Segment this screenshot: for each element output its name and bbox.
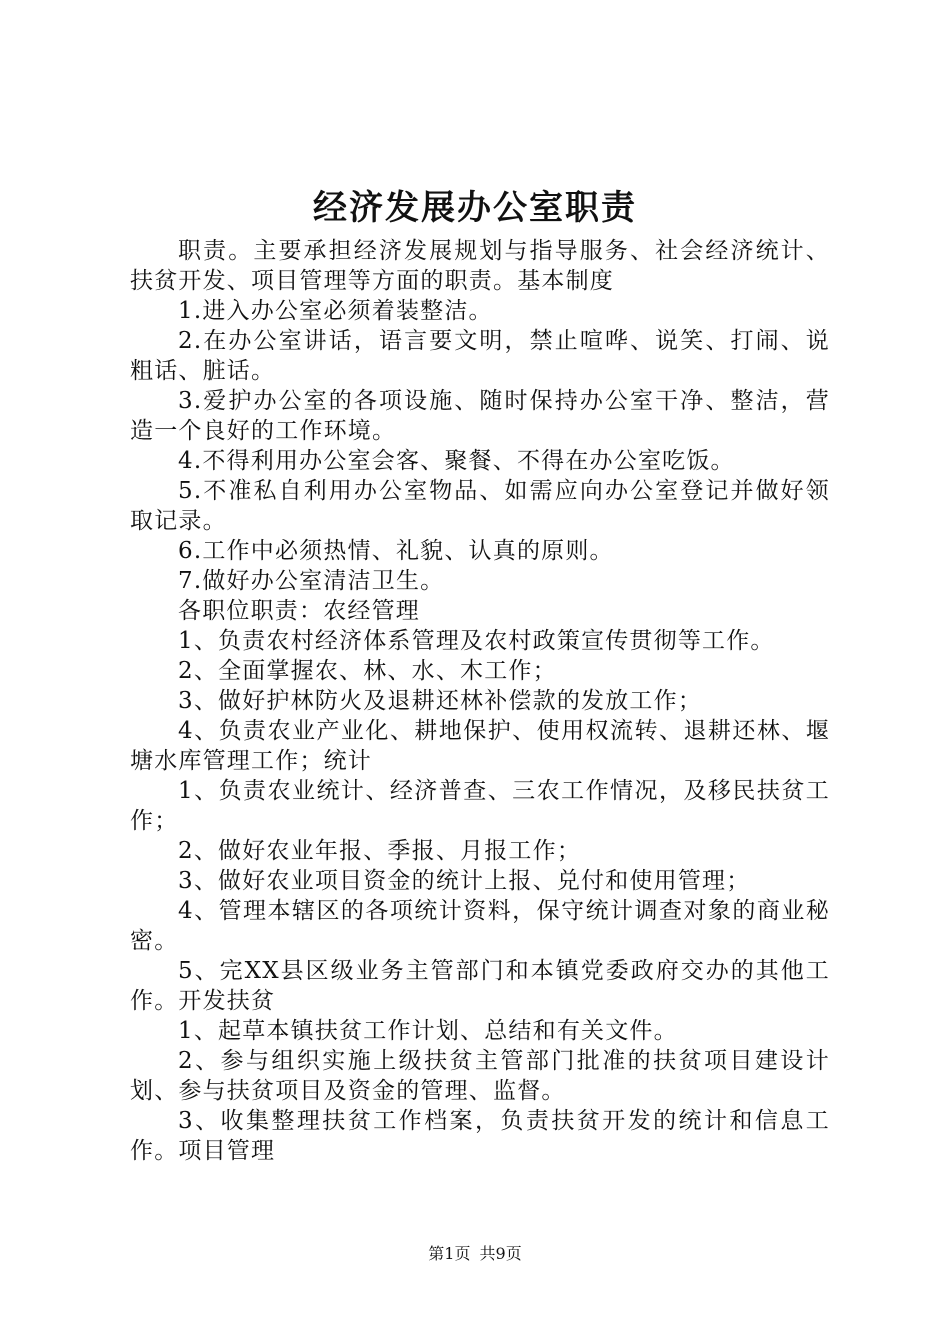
paragraph: 2、做好农业年报、季报、月报工作；	[178, 838, 582, 864]
paragraph: 4、管理本辖区的各项统计资料，保守统计调查对象的商业秘密。	[130, 898, 830, 954]
page-number: 第1页	[428, 1244, 471, 1263]
page-total: 共9页	[479, 1244, 522, 1263]
paragraph: 5、完XX县区级业务主管部门和本镇党委政府交办的其他工作。开发扶贫	[130, 958, 830, 1014]
paragraph: 6.工作中必须热情、礼貌、认真的原则。	[178, 538, 614, 564]
page-footer	[0, 1244, 950, 1264]
paragraph: 3、做好农业项目资金的统计上报、兑付和使用管理；	[178, 868, 751, 894]
paragraph: 3、做好护林防火及退耕还林补偿款的发放工作；	[178, 688, 703, 714]
paragraph: 4、负责农业产业化、耕地保护、使用权流转、退耕还林、堰塘水库管理工作；统计	[130, 718, 830, 774]
paragraph: 7.做好办公室清洁卫生。	[178, 568, 445, 594]
paragraph: 1.进入办公室必须着装整洁。	[178, 298, 493, 324]
paragraph: 4.不得利用办公室会客、聚餐、不得在办公室吃饭。	[178, 448, 735, 474]
paragraph: 5.不准私自利用办公室物品、如需应向办公室登记并做好领取记录。	[130, 478, 830, 534]
paragraph: 1、起草本镇扶贫工作计划、总结和有关文件。	[178, 1018, 678, 1044]
paragraph: 各职位职责：农经管理	[178, 598, 420, 624]
paragraph: 职责。主要承担经济发展规划与指导服务、社会经济统计、扶贫开发、项目管理等方面的职责。基本制度	[130, 238, 830, 294]
paragraph: 2.在办公室讲话，语言要文明，禁止喧哗、说笑、打闹、说粗话、脏话。	[130, 328, 830, 384]
paragraph: 1、负责农村经济体系管理及农村政策宣传贯彻等工作。	[178, 628, 775, 654]
paragraph: 3.爱护办公室的各项设施、随时保持办公室干净、整洁，营造一个良好的工作环境。	[130, 388, 830, 444]
paragraph: 3、收集整理扶贫工作档案，负责扶贫开发的统计和信息工作。项目管理	[130, 1108, 830, 1164]
paragraph: 1、负责农业统计、经济普查、三农工作情况，及移民扶贫工作；	[130, 778, 830, 834]
paragraph: 2、全面掌握农、林、水、木工作；	[178, 658, 557, 684]
document-title: 经济发展办公室职责	[313, 188, 637, 228]
paragraph: 2、参与组织实施上级扶贫主管部门批准的扶贫项目建设计划、参与扶贫项目及资金的管理、监督。	[130, 1048, 830, 1104]
document-body	[130, 236, 830, 1166]
